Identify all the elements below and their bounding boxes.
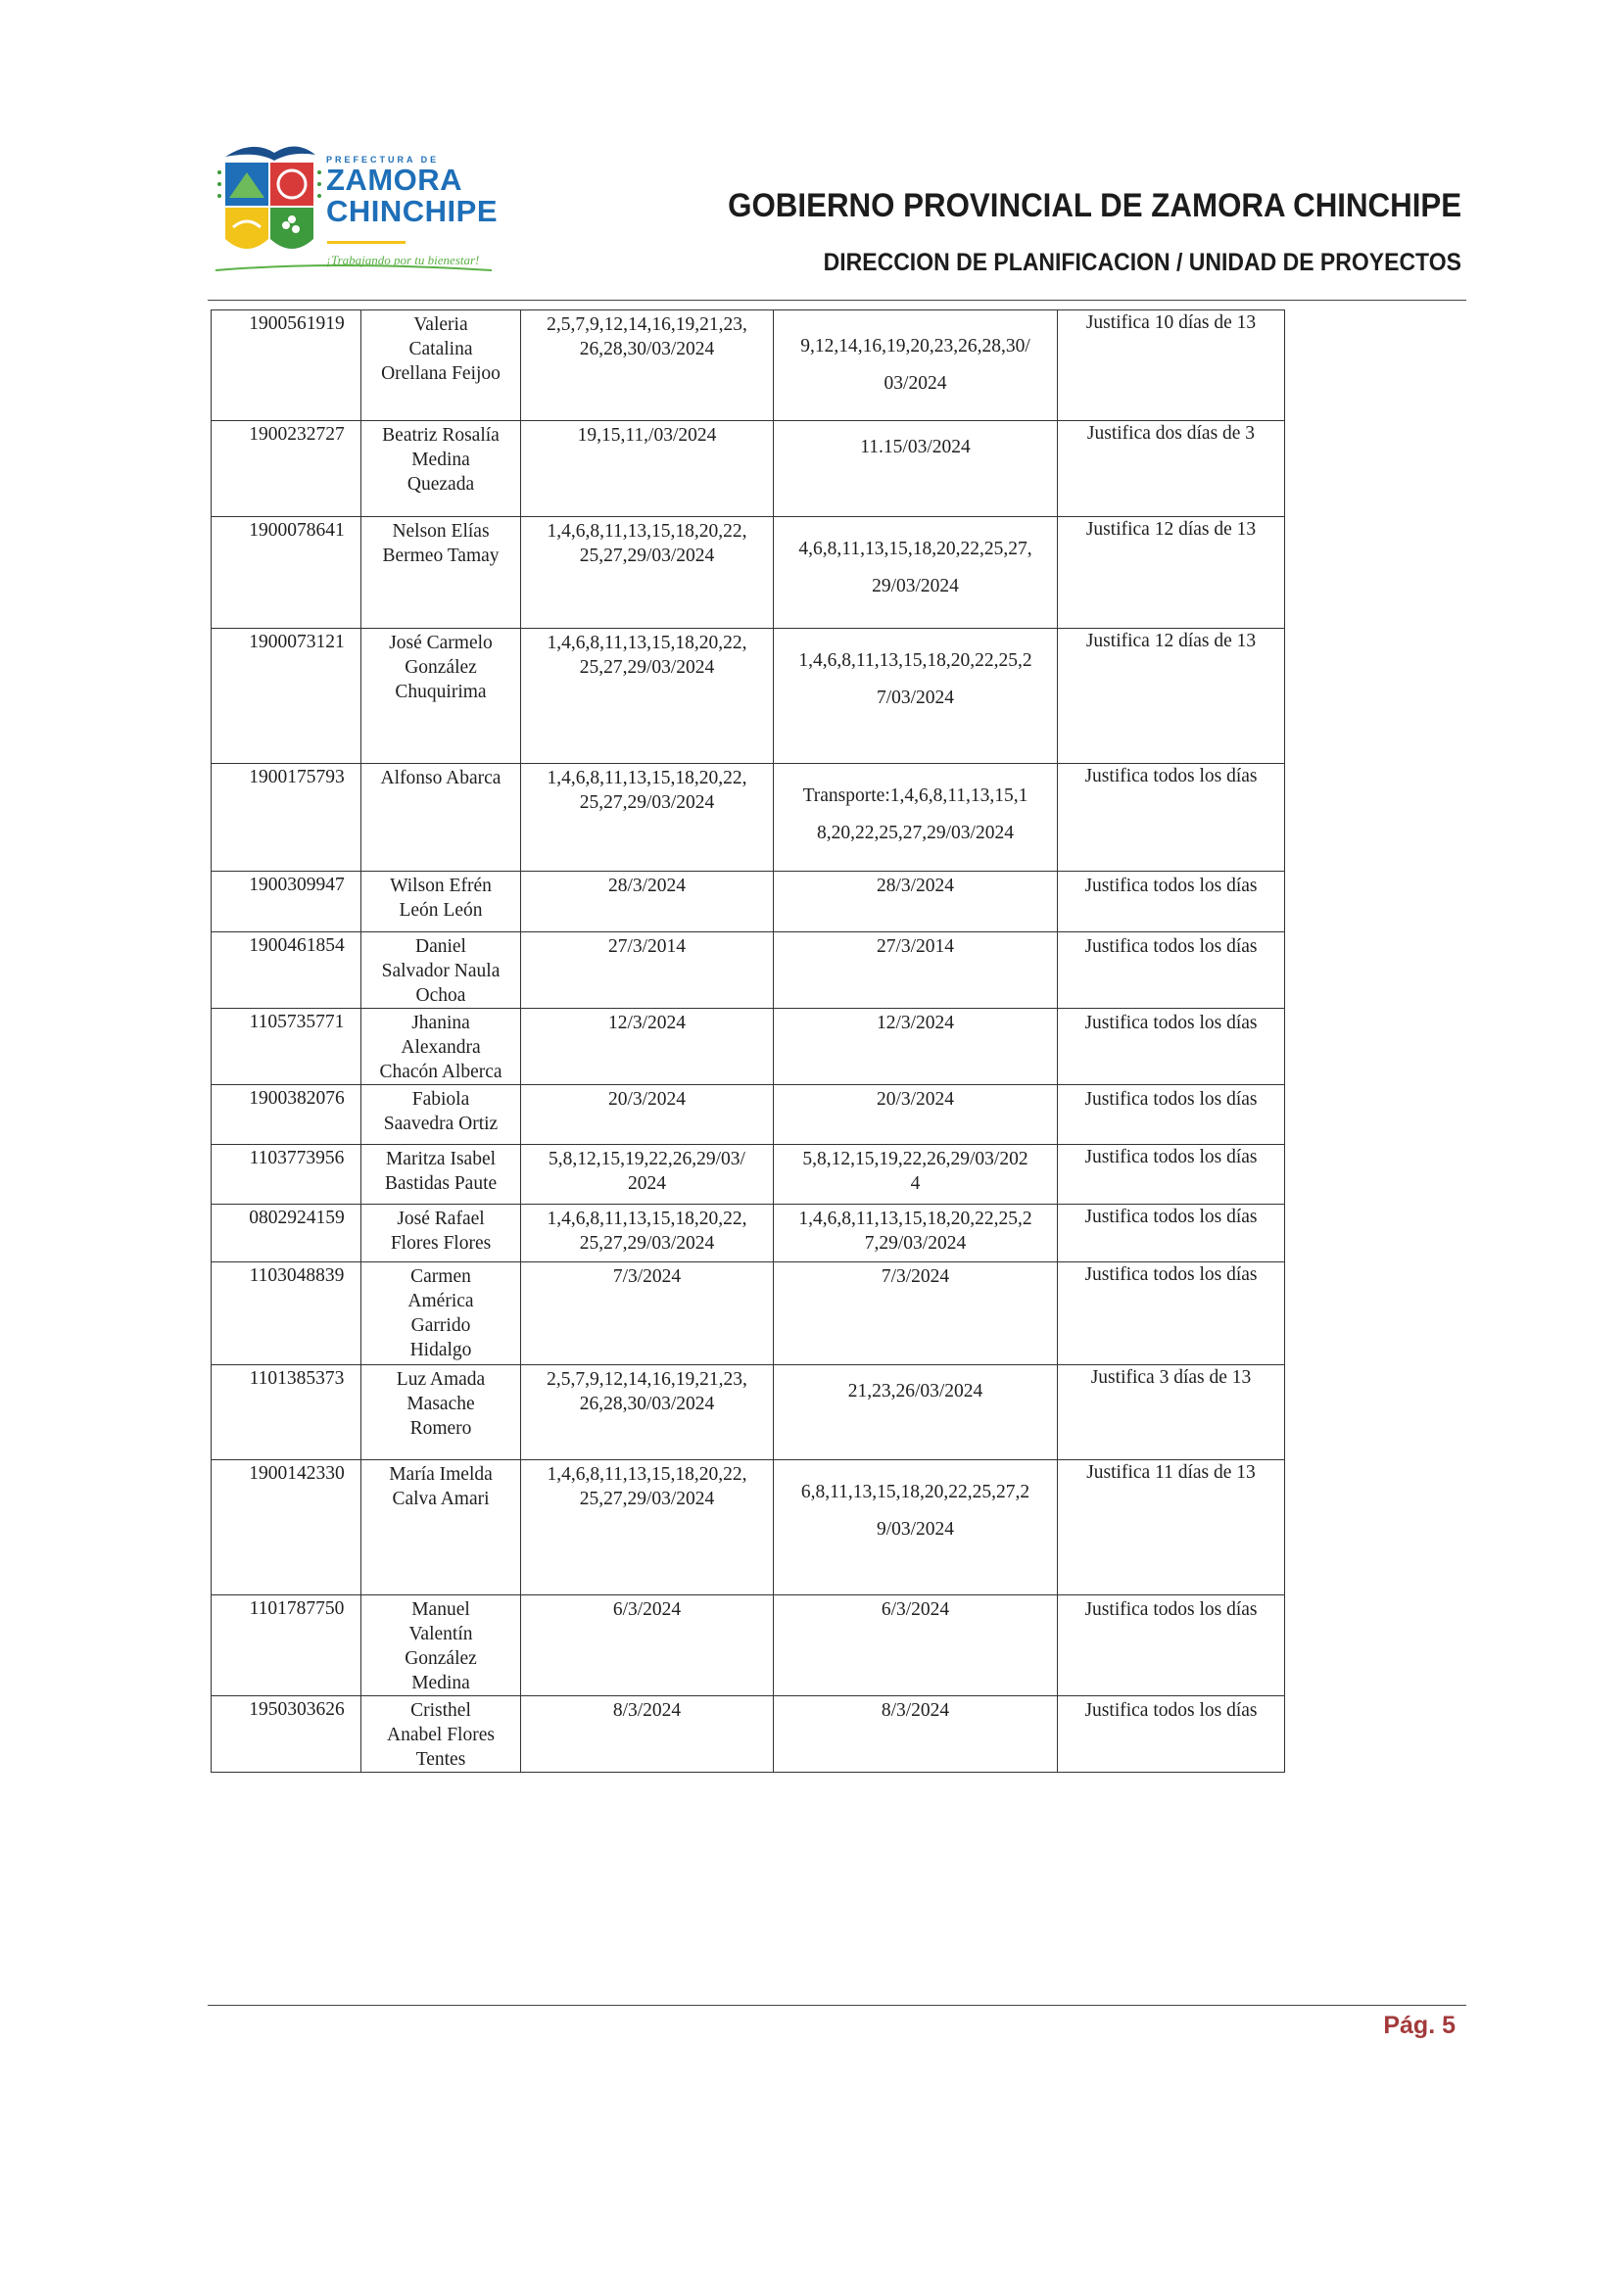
dates-cell [521, 1205, 774, 1262]
dates-cell [521, 1365, 774, 1460]
logo-line1: ZAMORA [326, 163, 463, 197]
cedula-cell [212, 1262, 361, 1365]
logo-top-text: PREFECTURA DE [326, 155, 440, 165]
cell-line: Carmen [410, 1266, 471, 1287]
cedula-text: 1103773956 [249, 1148, 345, 1168]
footer-divider [208, 2005, 1466, 2006]
cell-line: Bermeo Tamay [382, 546, 500, 566]
cedula-text: 1900232727 [249, 424, 345, 445]
page-number: Pág. 5 [1383, 2012, 1456, 2039]
justified-dates-cell [774, 310, 1058, 421]
justified-dates-cell [774, 872, 1058, 932]
justified-dates-cell [774, 1085, 1058, 1145]
observation-text: Justifica 11 días de 13 [1086, 1462, 1256, 1483]
cell-line: 5,8,12,15,19,22,26,29/03/ [549, 1149, 745, 1169]
cell-line: Valeria [413, 314, 468, 335]
cell-line: Daniel [415, 936, 466, 957]
cedula-text: 1900461854 [249, 935, 345, 956]
justified-dates-cell [774, 764, 1058, 872]
observation-cell [1058, 517, 1285, 629]
observation-cell [1058, 1145, 1285, 1205]
cell-line: 1,4,6,8,11,13,15,18,20,22, [547, 1209, 747, 1229]
name-cell [361, 1460, 521, 1595]
name-cell [361, 764, 521, 872]
name-cell [361, 872, 521, 932]
name-cell [361, 629, 521, 764]
cell-line: Transporte:1,4,6,8,11,13,15,1 [802, 785, 1028, 806]
justified-dates-cell [774, 1696, 1058, 1773]
cell-line: Wilson Efrén [390, 876, 492, 896]
cell-line: José Rafael [397, 1209, 485, 1229]
justified-dates-cell [774, 932, 1058, 1009]
cell-line: 1,4,6,8,11,13,15,18,20,22,25,2 [798, 650, 1032, 671]
cell-line: Calva Amari [392, 1489, 490, 1509]
cell-line: Chacón Alberca [379, 1062, 502, 1082]
cell-line: Valentín [408, 1624, 473, 1644]
cell-line: 7/3/2024 [881, 1266, 950, 1287]
cedula-cell [212, 1696, 361, 1773]
cell-line: 9,12,14,16,19,20,23,26,28,30/ [800, 336, 1030, 356]
cell-line: 27/3/2014 [876, 936, 955, 957]
table-row [212, 517, 1285, 629]
cell-line: Catalina [408, 339, 473, 359]
cell-line: 03/2024 [884, 373, 947, 394]
cell-line: 2,5,7,9,12,14,16,19,21,23, [547, 314, 747, 335]
observation-cell [1058, 872, 1285, 932]
cedula-cell [212, 872, 361, 932]
observation-text: Justifica dos días de 3 [1086, 423, 1256, 444]
table-row [212, 1365, 1285, 1460]
cell-line: Saavedra Ortiz [383, 1114, 499, 1134]
logo-slogan: ¡Trabajando por tu bienestar! [326, 253, 480, 267]
observation-text: Justifica todos los días [1084, 766, 1258, 786]
observation-cell [1058, 310, 1285, 421]
cell-line: Jhanina [411, 1013, 470, 1033]
justified-dates-cell [774, 1460, 1058, 1595]
table-body [212, 310, 1285, 1773]
cell-line: 9/03/2024 [876, 1519, 955, 1540]
observation-text: Justifica todos los días [1084, 1013, 1258, 1033]
cell-line: Maritza Isabel [385, 1149, 497, 1169]
name-cell [361, 1365, 521, 1460]
justified-dates-cell [774, 1009, 1058, 1085]
cell-line: Chuquirima [395, 682, 487, 702]
cedula-cell [212, 1009, 361, 1085]
cedula-cell [212, 310, 361, 421]
logo-line2: CHINCHIPE [326, 194, 499, 228]
cell-line: León León [399, 900, 483, 921]
cedula-cell [212, 421, 361, 517]
cell-line: 21,23,26/03/2024 [847, 1381, 983, 1401]
cell-line: Flores Flores [390, 1233, 492, 1254]
observation-cell [1058, 1085, 1285, 1145]
cell-line: María Imelda [389, 1464, 493, 1485]
dates-cell [521, 629, 774, 764]
cell-line: Hidalgo [409, 1340, 472, 1360]
observation-text: Justifica todos los días [1084, 1089, 1258, 1110]
cell-line: Romero [409, 1418, 472, 1439]
observation-text: Justifica 12 días de 13 [1085, 519, 1257, 540]
cedula-text: 1103048839 [249, 1265, 345, 1286]
observation-text: Justifica todos los días [1084, 1207, 1258, 1227]
dates-cell [521, 1460, 774, 1595]
cell-line: 6/3/2024 [612, 1599, 682, 1620]
cell-line: 1,4,6,8,11,13,15,18,20,22, [547, 1464, 747, 1485]
cell-line: 1,4,6,8,11,13,15,18,20,22, [547, 521, 747, 542]
cell-line: 26,28,30/03/2024 [579, 1394, 715, 1414]
observation-text: Justifica 10 días de 13 [1085, 312, 1257, 333]
cell-line: Beatriz Rosalía [382, 425, 500, 446]
cell-line: José Carmelo [389, 633, 493, 653]
cell-line: 29/03/2024 [872, 576, 959, 596]
justified-dates-cell [774, 1205, 1058, 1262]
cedula-text: 1900561919 [249, 313, 345, 334]
name-cell [361, 517, 521, 629]
cell-line: Anabel Flores [387, 1725, 495, 1745]
cedula-text: 1900382076 [249, 1088, 345, 1109]
cell-line: Manuel [411, 1599, 470, 1620]
observation-cell [1058, 1460, 1285, 1595]
cedula-cell [212, 1365, 361, 1460]
cell-line: 6,8,11,13,15,18,20,22,25,27,2 [800, 1482, 1030, 1502]
cell-line: Alfonso Abarca [380, 768, 502, 788]
dates-cell [521, 872, 774, 932]
dates-cell [521, 517, 774, 629]
cell-line: Ochoa [415, 985, 466, 1006]
observation-cell [1058, 1262, 1285, 1365]
cell-line: 7/03/2024 [876, 688, 955, 708]
dates-cell [521, 1696, 774, 1773]
dates-cell [521, 1262, 774, 1365]
table-row [212, 1460, 1285, 1595]
cell-line: Garrido [410, 1315, 471, 1336]
table-row [212, 764, 1285, 872]
cell-line: 8/3/2024 [612, 1700, 682, 1721]
document-subtitle: DIRECCION DE PLANIFICACION / UNIDAD DE PROYECTOS [823, 249, 1461, 276]
cell-line: 25,27,29/03/2024 [579, 657, 715, 678]
observation-cell [1058, 1205, 1285, 1262]
cedula-text: 1900078641 [249, 520, 345, 541]
cell-line: 11.15/03/2024 [860, 437, 971, 457]
observation-text: Justifica 3 días de 13 [1090, 1367, 1252, 1388]
observation-cell [1058, 629, 1285, 764]
cedula-text: 1950303626 [249, 1699, 345, 1720]
cedula-cell [212, 932, 361, 1009]
cell-line: González [405, 657, 477, 678]
cedula-text: 1900175793 [249, 767, 345, 787]
cedula-cell [212, 1460, 361, 1595]
dates-cell [521, 421, 774, 517]
cell-line: 7,29/03/2024 [864, 1233, 967, 1254]
table-row [212, 932, 1285, 1009]
cell-line: Cristhel [410, 1700, 471, 1721]
cedula-text: 1900073121 [249, 632, 345, 652]
cedula-text: 1105735771 [249, 1012, 345, 1032]
name-cell [361, 1262, 521, 1365]
cell-line: 20/3/2024 [876, 1089, 955, 1110]
observation-cell [1058, 1009, 1285, 1085]
observation-text: Justifica todos los días [1084, 1147, 1258, 1167]
cell-line: 4,6,8,11,13,15,18,20,22,25,27, [798, 539, 1032, 559]
table-row [212, 1262, 1285, 1365]
dates-cell [521, 1009, 774, 1085]
justified-dates-cell [774, 517, 1058, 629]
justified-dates-cell [774, 629, 1058, 764]
justified-dates-cell [774, 1145, 1058, 1205]
cell-line: Medina [411, 450, 470, 470]
cell-line: 2,5,7,9,12,14,16,19,21,23, [547, 1369, 747, 1390]
cell-line: 25,27,29/03/2024 [579, 1233, 715, 1254]
cell-line: Bastidas Paute [384, 1173, 498, 1194]
cell-line: Alexandra [401, 1037, 481, 1058]
name-cell [361, 421, 521, 517]
cell-line: 12/3/2024 [607, 1013, 687, 1033]
cedula-cell [212, 1205, 361, 1262]
table-row [212, 1595, 1285, 1696]
table-row [212, 1696, 1285, 1773]
table-row [212, 1145, 1285, 1205]
justified-dates-cell [774, 421, 1058, 517]
name-cell [361, 310, 521, 421]
cell-line: América [407, 1291, 474, 1311]
cell-line: Nelson Elías [392, 521, 490, 542]
table-row [212, 1009, 1285, 1085]
cell-line: Quezada [406, 474, 475, 495]
cedula-cell [212, 517, 361, 629]
cell-line: 25,27,29/03/2024 [579, 546, 715, 566]
observation-cell [1058, 421, 1285, 517]
cell-line: 1,4,6,8,11,13,15,18,20,22, [547, 633, 747, 653]
name-cell [361, 1009, 521, 1085]
table-row [212, 872, 1285, 932]
cell-line: 28/3/2024 [876, 876, 955, 896]
table-row [212, 1205, 1285, 1262]
justified-dates-cell [774, 1365, 1058, 1460]
dates-cell [521, 1085, 774, 1145]
name-cell [361, 1205, 521, 1262]
observation-text: Justifica todos los días [1084, 1700, 1258, 1721]
cell-line: 28/3/2024 [607, 876, 687, 896]
cell-line: González [405, 1648, 477, 1669]
cell-line: Orellana Feijoo [381, 363, 501, 384]
cedula-text: 1900309947 [249, 875, 345, 895]
cedula-text: 1900142330 [249, 1463, 345, 1484]
table-row [212, 421, 1285, 517]
attendance-table [211, 309, 1285, 1773]
cell-line: Luz Amada [396, 1369, 486, 1390]
cell-line: 26,28,30/03/2024 [579, 339, 715, 359]
dates-cell [521, 932, 774, 1009]
dates-cell [521, 764, 774, 872]
observation-text: Justifica 12 días de 13 [1085, 631, 1257, 651]
cell-line: 25,27,29/03/2024 [579, 1489, 715, 1509]
dates-cell [521, 1595, 774, 1696]
observation-text: Justifica todos los días [1084, 876, 1258, 896]
cedula-text: 1101385373 [249, 1368, 345, 1389]
observation-cell [1058, 1365, 1285, 1460]
cell-line: Masache [406, 1394, 475, 1414]
observation-cell [1058, 1696, 1285, 1773]
name-cell [361, 1696, 521, 1773]
observation-cell [1058, 932, 1285, 1009]
cell-line: Salvador Naula [381, 961, 501, 981]
cell-line: 1,4,6,8,11,13,15,18,20,22, [547, 768, 747, 788]
cell-line: 25,27,29/03/2024 [579, 792, 715, 813]
cell-line: 27/3/2014 [607, 936, 687, 957]
dates-cell [521, 310, 774, 421]
observation-cell [1058, 1595, 1285, 1696]
cell-line: 20/3/2024 [607, 1089, 687, 1110]
cedula-text: 0802924159 [249, 1208, 345, 1228]
cell-line: 7/3/2024 [612, 1266, 682, 1287]
cell-line: 8/3/2024 [881, 1700, 950, 1721]
justified-dates-cell [774, 1595, 1058, 1696]
cell-line: Fabiola [411, 1089, 470, 1110]
cell-line: Medina [411, 1673, 470, 1693]
observation-text: Justifica todos los días [1084, 1599, 1258, 1620]
table-row [212, 310, 1285, 421]
cell-line: 12/3/2024 [876, 1013, 955, 1033]
observation-text: Justifica todos los días [1084, 1264, 1258, 1285]
name-cell [361, 1595, 521, 1696]
cell-line: 8,20,22,25,27,29/03/2024 [817, 823, 1014, 843]
cell-line: 2024 [628, 1173, 666, 1194]
table-row [212, 629, 1285, 764]
table-row [212, 1085, 1285, 1145]
cell-line: 1,4,6,8,11,13,15,18,20,22,25,2 [798, 1209, 1032, 1229]
justified-dates-cell [774, 1262, 1058, 1365]
name-cell [361, 1085, 521, 1145]
header-divider [208, 300, 1466, 301]
cedula-cell [212, 1085, 361, 1145]
cedula-cell [212, 629, 361, 764]
cell-line: 19,15,11,/03/2024 [577, 425, 717, 446]
dates-cell [521, 1145, 774, 1205]
document-title: GOBIERNO PROVINCIAL DE ZAMORA CHINCHIPE [727, 187, 1461, 224]
cedula-text: 1101787750 [249, 1598, 345, 1619]
name-cell [361, 1145, 521, 1205]
observation-text: Justifica todos los días [1084, 936, 1258, 957]
observation-cell [1058, 764, 1285, 872]
name-cell [361, 932, 521, 1009]
cell-line: 4 [910, 1173, 921, 1194]
cell-line: 6/3/2024 [881, 1599, 950, 1620]
cell-line: Tentes [415, 1749, 466, 1770]
cell-line: 5,8,12,15,19,22,26,29/03/202 [802, 1149, 1028, 1169]
cedula-cell [212, 764, 361, 872]
cedula-cell [212, 1145, 361, 1205]
cedula-cell [212, 1595, 361, 1696]
